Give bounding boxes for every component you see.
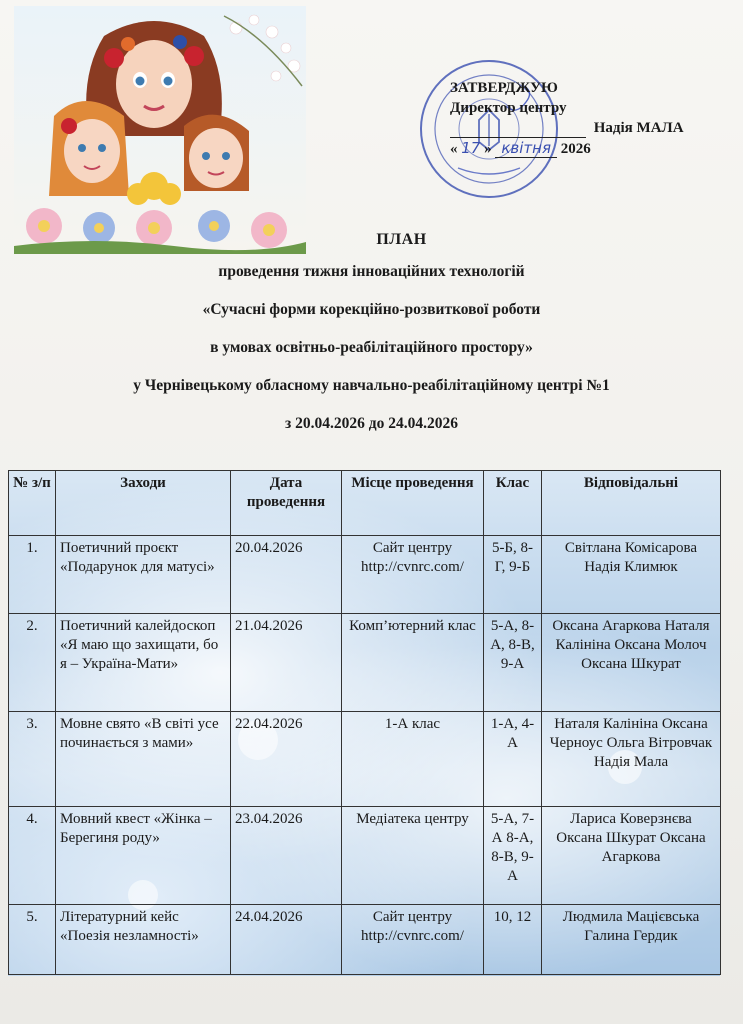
title-line-5: з 20.04.2026 до 24.04.2026 xyxy=(285,415,458,432)
approve-label: ЗАТВЕРДЖУЮ xyxy=(450,80,558,96)
header-place: Місце проведення xyxy=(342,471,484,536)
row-num: 1. xyxy=(9,536,56,614)
date-open-quote: « xyxy=(450,141,458,157)
title-line-1: проведення тижня інноваційних технологій xyxy=(218,263,525,280)
row-class: 5-А, 7-А 8-А, 8-В, 9-А xyxy=(484,807,542,905)
row-event: Літературний кейс «Поезія незламності» xyxy=(56,905,231,975)
table-row xyxy=(9,614,721,712)
row-responsible: Людмила Мацієвська Галина Гердик xyxy=(542,905,721,975)
signature-row xyxy=(450,118,735,138)
document-title xyxy=(0,228,743,436)
row-date: 22.04.2026 xyxy=(231,712,342,807)
row-date: 24.04.2026 xyxy=(231,905,342,975)
director-name: Надія МАЛА xyxy=(593,120,684,136)
date-year: 2026 xyxy=(560,141,591,157)
table-header-row xyxy=(9,471,721,536)
row-date: 20.04.2026 xyxy=(231,536,342,614)
row-event: Мовний квест «Жінка – Берегиня роду» xyxy=(56,807,231,905)
row-place: 1-А клас xyxy=(342,712,484,807)
header-responsible: Відповідальні xyxy=(542,471,721,536)
row-num: 3. xyxy=(9,712,56,807)
row-num: 5. xyxy=(9,905,56,975)
date-day: 17 xyxy=(461,139,481,157)
row-place: Сайт центру http://cvnrc.com/ xyxy=(342,536,484,614)
table-row xyxy=(9,536,721,614)
table-row xyxy=(9,905,721,975)
director-position: Директор центру xyxy=(450,100,567,116)
table-row xyxy=(9,712,721,807)
row-responsible: Світлана Комісарова Надія Климюк xyxy=(542,536,721,614)
header-num: № з/п xyxy=(9,471,56,536)
row-class: 5-А, 8-А, 8-В, 9-А xyxy=(484,614,542,712)
approval-block xyxy=(450,78,735,159)
approval-date xyxy=(450,138,735,159)
row-class: 5-Б, 8-Г, 9-Б xyxy=(484,536,542,614)
title-line-2: «Сучасні форми корекційно-розвиткової роботи xyxy=(202,301,541,318)
plan-table xyxy=(8,470,721,975)
title-line-3: в умовах освітньо-реабілітаційного простору» xyxy=(210,339,533,356)
signature-line xyxy=(450,123,586,138)
date-close-quote: » xyxy=(484,141,492,157)
mother-children-illustration xyxy=(14,6,306,254)
row-place: Медіатека центру xyxy=(342,807,484,905)
plan-heading: ПЛАН xyxy=(376,231,427,248)
row-responsible: Лариса Коверзнєва Оксана Шкурат Оксана Агаркова xyxy=(542,807,721,905)
title-line-4: у Чернівецькому обласному навчально-реабілітаційному центрі №1 xyxy=(133,377,610,394)
date-month: квітня xyxy=(495,139,557,158)
row-responsible: Наталя Калініна Оксана Черноус Ольга Вітровчак Надія Мала xyxy=(542,712,721,807)
row-date: 21.04.2026 xyxy=(231,614,342,712)
row-date: 23.04.2026 xyxy=(231,807,342,905)
header-event: Заходи xyxy=(56,471,231,536)
row-place: Сайт центру http://cvnrc.com/ xyxy=(342,905,484,975)
row-event: Поетичний калейдоскоп «Я маю що захищати, бо я – Україна-Мати» xyxy=(56,614,231,712)
header-date: Дата проведення xyxy=(231,471,342,536)
row-responsible: Оксана Агаркова Наталя Калініна Оксана Молоч Оксана Шкурат xyxy=(542,614,721,712)
row-num: 2. xyxy=(9,614,56,712)
row-class: 1-А, 4-А xyxy=(484,712,542,807)
table-row xyxy=(9,807,721,905)
row-num: 4. xyxy=(9,807,56,905)
header-class: Клас xyxy=(484,471,542,536)
row-place: Комп’ютерний клас xyxy=(342,614,484,712)
row-event: Поетичний проєкт «Подарунок для матусі» xyxy=(56,536,231,614)
plan-table-background xyxy=(8,470,720,976)
row-event: Мовне свято «В світі усе починається з мами» xyxy=(56,712,231,807)
row-class: 10, 12 xyxy=(484,905,542,975)
